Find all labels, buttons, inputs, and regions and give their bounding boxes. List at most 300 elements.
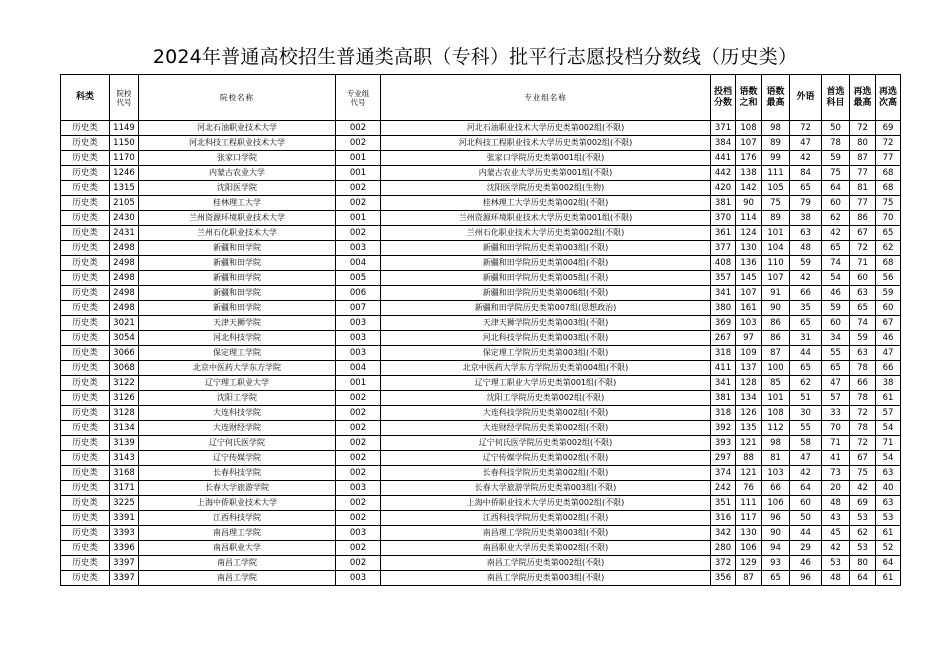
cell-college-code: 3128 xyxy=(110,406,139,421)
table-header-row xyxy=(61,75,901,121)
cell-first-choice: 55 xyxy=(822,346,850,361)
cell-foreign: 46 xyxy=(790,556,822,571)
cell-group-code: 003 xyxy=(336,346,381,361)
cell-foreign: 65 xyxy=(790,181,822,196)
cell-subject: 历史类 xyxy=(61,496,110,511)
header-college-name: 院校名称 xyxy=(139,75,336,121)
cell-group-code: 002 xyxy=(336,181,381,196)
cell-second-max: 53 xyxy=(850,511,876,526)
cell-subject: 历史类 xyxy=(61,421,110,436)
cell-college-code: 3396 xyxy=(110,541,139,556)
cell-group-name: 新疆和田学院历史类第005组(不限) xyxy=(381,271,711,286)
cell-foreign: 31 xyxy=(790,331,822,346)
cell-college-code: 3126 xyxy=(110,391,139,406)
cell-college-name: 新疆和田学院 xyxy=(139,271,336,286)
cell-subject: 历史类 xyxy=(61,316,110,331)
cell-group-code: 003 xyxy=(336,316,381,331)
table-row xyxy=(61,286,901,301)
cell-group-name: 河北科技工程职业技术大学历史类第002组(不限) xyxy=(381,136,711,151)
cell-score: 356 xyxy=(711,571,736,586)
cell-second-next: 62 xyxy=(876,241,901,256)
cell-college-name: 保定理工学院 xyxy=(139,346,336,361)
cell-first-choice: 74 xyxy=(822,256,850,271)
cell-yushu-max: 89 xyxy=(762,211,790,226)
cell-group-name: 大连科技学院历史类第002组(不限) xyxy=(381,406,711,421)
cell-group-code: 003 xyxy=(336,481,381,496)
cell-yushu-sum: 176 xyxy=(736,151,762,166)
cell-group-code: 002 xyxy=(336,196,381,211)
cell-college-code: 1149 xyxy=(110,121,139,136)
cell-group-code: 002 xyxy=(336,406,381,421)
cell-college-code: 2498 xyxy=(110,271,139,286)
cell-yushu-max: 89 xyxy=(762,136,790,151)
cell-yushu-max: 103 xyxy=(762,466,790,481)
cell-yushu-sum: 126 xyxy=(736,406,762,421)
cell-subject: 历史类 xyxy=(61,196,110,211)
table-row xyxy=(61,466,901,481)
cell-second-max: 65 xyxy=(850,301,876,316)
cell-second-max: 78 xyxy=(850,391,876,406)
cell-college-name: 河北石油职业技术大学 xyxy=(139,121,336,136)
cell-subject: 历史类 xyxy=(61,376,110,391)
cell-group-name: 桂林理工大学历史类第002组(不限) xyxy=(381,196,711,211)
cell-score: 370 xyxy=(711,211,736,226)
cell-subject: 历史类 xyxy=(61,391,110,406)
cell-college-name: 新疆和田学院 xyxy=(139,241,336,256)
cell-second-next: 68 xyxy=(876,256,901,271)
cell-second-max: 77 xyxy=(850,196,876,211)
cell-foreign: 30 xyxy=(790,406,822,421)
table-row xyxy=(61,196,901,211)
cell-subject: 历史类 xyxy=(61,211,110,226)
cell-foreign: 79 xyxy=(790,196,822,211)
cell-first-choice: 33 xyxy=(822,406,850,421)
cell-college-name: 兰州资源环境职业技术大学 xyxy=(139,211,336,226)
cell-group-name: 江西科技学院历史类第002组(不限) xyxy=(381,511,711,526)
table-row xyxy=(61,526,901,541)
cell-second-max: 60 xyxy=(850,271,876,286)
cell-group-name: 新疆和田学院历史类第006组(不限) xyxy=(381,286,711,301)
cell-first-choice: 59 xyxy=(822,151,850,166)
table-row xyxy=(61,181,901,196)
cell-score: 384 xyxy=(711,136,736,151)
table-row xyxy=(61,541,901,556)
cell-foreign: 48 xyxy=(790,241,822,256)
cell-first-choice: 48 xyxy=(822,496,850,511)
cell-yushu-sum: 90 xyxy=(736,196,762,211)
cell-foreign: 42 xyxy=(790,151,822,166)
cell-subject: 历史类 xyxy=(61,271,110,286)
cell-college-name: 长春科技学院 xyxy=(139,466,336,481)
cell-group-code: 003 xyxy=(336,241,381,256)
cell-second-max: 67 xyxy=(850,226,876,241)
cell-first-choice: 50 xyxy=(822,121,850,136)
cell-college-code: 2105 xyxy=(110,196,139,211)
cell-second-next: 63 xyxy=(876,466,901,481)
cell-subject: 历史类 xyxy=(61,406,110,421)
cell-score: 411 xyxy=(711,361,736,376)
cell-group-code: 002 xyxy=(336,391,381,406)
cell-foreign: 42 xyxy=(790,466,822,481)
cell-college-name: 辽宁传媒学院 xyxy=(139,451,336,466)
cell-yushu-max: 93 xyxy=(762,556,790,571)
cell-second-max: 69 xyxy=(850,496,876,511)
cell-subject: 历史类 xyxy=(61,556,110,571)
cell-college-name: 河北科技工程职业技术大学 xyxy=(139,136,336,151)
cell-group-code: 002 xyxy=(336,121,381,136)
cell-yushu-max: 75 xyxy=(762,196,790,211)
cell-college-name: 辽宁何氏医学院 xyxy=(139,436,336,451)
header-group-name: 专业组名称 xyxy=(381,75,711,121)
cell-score: 318 xyxy=(711,406,736,421)
cell-college-name: 南昌工学院 xyxy=(139,556,336,571)
cell-second-next: 69 xyxy=(876,121,901,136)
cell-second-next: 57 xyxy=(876,406,901,421)
cell-second-next: 65 xyxy=(876,226,901,241)
cell-group-name: 河北石油职业技术大学历史类第002组(不限) xyxy=(381,121,711,136)
cell-group-name: 天津天狮学院历史类第003组(不限) xyxy=(381,316,711,331)
cell-college-code: 3393 xyxy=(110,526,139,541)
table-row xyxy=(61,151,901,166)
table-row xyxy=(61,226,901,241)
cell-score: 393 xyxy=(711,436,736,451)
cell-score: 351 xyxy=(711,496,736,511)
cell-foreign: 44 xyxy=(790,346,822,361)
cell-score: 380 xyxy=(711,301,736,316)
cell-college-name: 大连财经学院 xyxy=(139,421,336,436)
cell-group-name: 保定理工学院历史类第003组(不限) xyxy=(381,346,711,361)
cell-second-next: 59 xyxy=(876,286,901,301)
cell-first-choice: 20 xyxy=(822,481,850,496)
cell-first-choice: 47 xyxy=(822,376,850,391)
table-row xyxy=(61,556,901,571)
cell-group-name: 张家口学院历史类第001组(不限) xyxy=(381,151,711,166)
cell-college-code: 3397 xyxy=(110,571,139,586)
score-table xyxy=(60,74,901,586)
cell-yushu-sum: 109 xyxy=(736,346,762,361)
cell-college-code: 3068 xyxy=(110,361,139,376)
cell-second-next: 40 xyxy=(876,481,901,496)
header-college-code: 院校 代号 xyxy=(110,75,139,121)
cell-subject: 历史类 xyxy=(61,541,110,556)
cell-yushu-max: 100 xyxy=(762,361,790,376)
cell-yushu-max: 104 xyxy=(762,241,790,256)
cell-first-choice: 62 xyxy=(822,211,850,226)
cell-subject: 历史类 xyxy=(61,166,110,181)
cell-foreign: 44 xyxy=(790,526,822,541)
cell-score: 369 xyxy=(711,316,736,331)
cell-score: 357 xyxy=(711,271,736,286)
cell-subject: 历史类 xyxy=(61,151,110,166)
cell-second-next: 60 xyxy=(876,301,901,316)
cell-yushu-sum: 134 xyxy=(736,391,762,406)
cell-group-name: 新疆和田学院历史类第004组(不限) xyxy=(381,256,711,271)
cell-score: 371 xyxy=(711,121,736,136)
cell-subject: 历史类 xyxy=(61,526,110,541)
cell-college-code: 2498 xyxy=(110,241,139,256)
cell-score: 342 xyxy=(711,526,736,541)
cell-score: 372 xyxy=(711,556,736,571)
cell-group-code: 001 xyxy=(336,151,381,166)
cell-second-max: 72 xyxy=(850,121,876,136)
cell-first-choice: 60 xyxy=(822,196,850,211)
cell-foreign: 72 xyxy=(790,121,822,136)
cell-yushu-max: 110 xyxy=(762,256,790,271)
cell-group-code: 007 xyxy=(336,301,381,316)
cell-college-name: 张家口学院 xyxy=(139,151,336,166)
cell-foreign: 50 xyxy=(790,511,822,526)
cell-subject: 历史类 xyxy=(61,511,110,526)
table-row xyxy=(61,406,901,421)
cell-score: 381 xyxy=(711,391,736,406)
cell-group-code: 003 xyxy=(336,571,381,586)
cell-yushu-sum: 136 xyxy=(736,256,762,271)
cell-college-code: 2498 xyxy=(110,301,139,316)
cell-second-next: 61 xyxy=(876,526,901,541)
cell-subject: 历史类 xyxy=(61,451,110,466)
cell-college-code: 2430 xyxy=(110,211,139,226)
cell-yushu-sum: 76 xyxy=(736,481,762,496)
cell-yushu-sum: 106 xyxy=(736,541,762,556)
cell-college-name: 沈阳医学院 xyxy=(139,181,336,196)
cell-second-max: 42 xyxy=(850,481,876,496)
cell-yushu-sum: 121 xyxy=(736,466,762,481)
cell-second-max: 86 xyxy=(850,211,876,226)
cell-first-choice: 42 xyxy=(822,541,850,556)
cell-second-next: 63 xyxy=(876,496,901,511)
cell-first-choice: 71 xyxy=(822,436,850,451)
cell-yushu-sum: 111 xyxy=(736,496,762,511)
cell-first-choice: 73 xyxy=(822,466,850,481)
header-score: 投档 分数 xyxy=(711,75,736,121)
cell-yushu-max: 99 xyxy=(762,151,790,166)
cell-college-code: 3171 xyxy=(110,481,139,496)
cell-yushu-max: 106 xyxy=(762,496,790,511)
cell-college-name: 长春大学旅游学院 xyxy=(139,481,336,496)
cell-yushu-max: 90 xyxy=(762,526,790,541)
cell-foreign: 65 xyxy=(790,316,822,331)
header-group-code: 专业组 代号 xyxy=(336,75,381,121)
cell-second-max: 62 xyxy=(850,526,876,541)
cell-score: 420 xyxy=(711,181,736,196)
cell-college-code: 3139 xyxy=(110,436,139,451)
cell-yushu-max: 101 xyxy=(762,226,790,241)
cell-college-code: 3122 xyxy=(110,376,139,391)
cell-score: 316 xyxy=(711,511,736,526)
cell-yushu-max: 66 xyxy=(762,481,790,496)
cell-yushu-sum: 138 xyxy=(736,166,762,181)
cell-group-name: 沈阳工学院历史类第002组(不限) xyxy=(381,391,711,406)
cell-score: 318 xyxy=(711,346,736,361)
cell-foreign: 29 xyxy=(790,541,822,556)
table-row xyxy=(61,331,901,346)
cell-group-name: 北京中医药大学东方学院历史类第004组(不限) xyxy=(381,361,711,376)
cell-first-choice: 53 xyxy=(822,556,850,571)
cell-yushu-max: 94 xyxy=(762,541,790,556)
cell-second-next: 68 xyxy=(876,181,901,196)
cell-foreign: 38 xyxy=(790,211,822,226)
header-yushu-max: 语数 最高 xyxy=(762,75,790,121)
cell-second-next: 54 xyxy=(876,451,901,466)
cell-group-code: 002 xyxy=(336,451,381,466)
cell-score: 242 xyxy=(711,481,736,496)
cell-yushu-sum: 121 xyxy=(736,436,762,451)
cell-second-max: 74 xyxy=(850,316,876,331)
cell-first-choice: 42 xyxy=(822,226,850,241)
cell-college-code: 3168 xyxy=(110,466,139,481)
cell-second-max: 78 xyxy=(850,421,876,436)
cell-yushu-max: 86 xyxy=(762,316,790,331)
cell-group-code: 001 xyxy=(336,166,381,181)
cell-yushu-sum: 129 xyxy=(736,556,762,571)
cell-subject: 历史类 xyxy=(61,346,110,361)
cell-yushu-sum: 117 xyxy=(736,511,762,526)
cell-second-next: 67 xyxy=(876,316,901,331)
cell-subject: 历史类 xyxy=(61,181,110,196)
cell-foreign: 35 xyxy=(790,301,822,316)
cell-group-name: 兰州石化职业技术大学历史类第002组(不限) xyxy=(381,226,711,241)
cell-second-next: 38 xyxy=(876,376,901,391)
cell-college-code: 3021 xyxy=(110,316,139,331)
table-row xyxy=(61,391,901,406)
cell-group-name: 河北科技学院历史类第003组(不限) xyxy=(381,331,711,346)
table-row xyxy=(61,166,901,181)
table-row xyxy=(61,496,901,511)
cell-college-code: 3143 xyxy=(110,451,139,466)
cell-first-choice: 65 xyxy=(822,361,850,376)
cell-group-name: 兰州资源环境职业技术大学历史类第001组(不限) xyxy=(381,211,711,226)
cell-subject: 历史类 xyxy=(61,136,110,151)
cell-first-choice: 60 xyxy=(822,316,850,331)
cell-second-max: 59 xyxy=(850,331,876,346)
cell-yushu-max: 81 xyxy=(762,451,790,466)
cell-group-name: 大连财经学院历史类第002组(不限) xyxy=(381,421,711,436)
cell-foreign: 42 xyxy=(790,271,822,286)
cell-second-next: 75 xyxy=(876,196,901,211)
page-title: 2024年普通高校招生普通类高职（专科）批平行志愿投档分数线（历史类） xyxy=(152,46,798,68)
cell-college-code: 1170 xyxy=(110,151,139,166)
table-row xyxy=(61,121,901,136)
cell-score: 408 xyxy=(711,256,736,271)
cell-yushu-max: 98 xyxy=(762,436,790,451)
cell-group-code: 002 xyxy=(336,421,381,436)
cell-college-code: 3225 xyxy=(110,496,139,511)
cell-yushu-sum: 88 xyxy=(736,451,762,466)
cell-score: 377 xyxy=(711,241,736,256)
cell-college-name: 新疆和田学院 xyxy=(139,286,336,301)
table-row xyxy=(61,211,901,226)
cell-second-max: 80 xyxy=(850,136,876,151)
cell-subject: 历史类 xyxy=(61,361,110,376)
cell-group-name: 长春科技学院历史类第002组(不限) xyxy=(381,466,711,481)
cell-subject: 历史类 xyxy=(61,226,110,241)
table-row xyxy=(61,256,901,271)
table-row xyxy=(61,361,901,376)
cell-yushu-sum: 103 xyxy=(736,316,762,331)
cell-yushu-max: 65 xyxy=(762,571,790,586)
cell-yushu-max: 108 xyxy=(762,406,790,421)
cell-yushu-max: 107 xyxy=(762,271,790,286)
cell-subject: 历史类 xyxy=(61,436,110,451)
cell-second-next: 68 xyxy=(876,166,901,181)
header-subject: 科类 xyxy=(61,75,110,121)
cell-group-code: 003 xyxy=(336,526,381,541)
cell-first-choice: 41 xyxy=(822,451,850,466)
cell-college-name: 北京中医药大学东方学院 xyxy=(139,361,336,376)
cell-first-choice: 46 xyxy=(822,286,850,301)
cell-second-next: 47 xyxy=(876,346,901,361)
cell-foreign: 60 xyxy=(790,496,822,511)
cell-first-choice: 57 xyxy=(822,391,850,406)
cell-yushu-sum: 108 xyxy=(736,121,762,136)
cell-college-code: 1150 xyxy=(110,136,139,151)
cell-yushu-max: 105 xyxy=(762,181,790,196)
cell-foreign: 62 xyxy=(790,376,822,391)
cell-yushu-max: 86 xyxy=(762,331,790,346)
cell-yushu-sum: 145 xyxy=(736,271,762,286)
cell-group-name: 长春大学旅游学院历史类第003组(不限) xyxy=(381,481,711,496)
cell-group-code: 001 xyxy=(336,376,381,391)
cell-college-code: 3391 xyxy=(110,511,139,526)
cell-second-next: 70 xyxy=(876,211,901,226)
cell-yushu-max: 96 xyxy=(762,511,790,526)
cell-yushu-sum: 128 xyxy=(736,376,762,391)
cell-yushu-sum: 107 xyxy=(736,136,762,151)
cell-college-code: 2431 xyxy=(110,226,139,241)
cell-foreign: 59 xyxy=(790,256,822,271)
cell-group-name: 南昌理工学院历史类第003组(不限) xyxy=(381,526,711,541)
cell-second-max: 78 xyxy=(850,361,876,376)
header-second-max: 再选 最高 xyxy=(850,75,876,121)
cell-group-code: 004 xyxy=(336,361,381,376)
cell-yushu-max: 112 xyxy=(762,421,790,436)
cell-yushu-sum: 97 xyxy=(736,331,762,346)
cell-second-max: 72 xyxy=(850,406,876,421)
cell-first-choice: 34 xyxy=(822,331,850,346)
cell-group-code: 002 xyxy=(336,226,381,241)
cell-college-code: 1246 xyxy=(110,166,139,181)
cell-college-name: 内蒙古农业大学 xyxy=(139,166,336,181)
cell-group-code: 002 xyxy=(336,136,381,151)
cell-second-next: 71 xyxy=(876,436,901,451)
cell-college-name: 江西科技学院 xyxy=(139,511,336,526)
cell-college-name: 天津天狮学院 xyxy=(139,316,336,331)
cell-second-max: 66 xyxy=(850,376,876,391)
cell-group-code: 002 xyxy=(336,466,381,481)
table-row xyxy=(61,511,901,526)
cell-foreign: 58 xyxy=(790,436,822,451)
cell-college-code: 3066 xyxy=(110,346,139,361)
cell-foreign: 47 xyxy=(790,136,822,151)
cell-first-choice: 70 xyxy=(822,421,850,436)
cell-college-name: 新疆和田学院 xyxy=(139,256,336,271)
cell-second-next: 64 xyxy=(876,556,901,571)
cell-yushu-max: 85 xyxy=(762,376,790,391)
cell-score: 381 xyxy=(711,196,736,211)
cell-group-code: 003 xyxy=(336,331,381,346)
cell-college-name: 桂林理工大学 xyxy=(139,196,336,211)
cell-college-name: 上海中侨职业技术大学 xyxy=(139,496,336,511)
cell-first-choice: 43 xyxy=(822,511,850,526)
table-row xyxy=(61,421,901,436)
cell-group-name: 辽宁理工职业大学历史类第001组(不限) xyxy=(381,376,711,391)
cell-second-next: 52 xyxy=(876,541,901,556)
cell-subject: 历史类 xyxy=(61,121,110,136)
table-row xyxy=(61,316,901,331)
table-row xyxy=(61,136,901,151)
cell-foreign: 66 xyxy=(790,286,822,301)
table-row xyxy=(61,301,901,316)
